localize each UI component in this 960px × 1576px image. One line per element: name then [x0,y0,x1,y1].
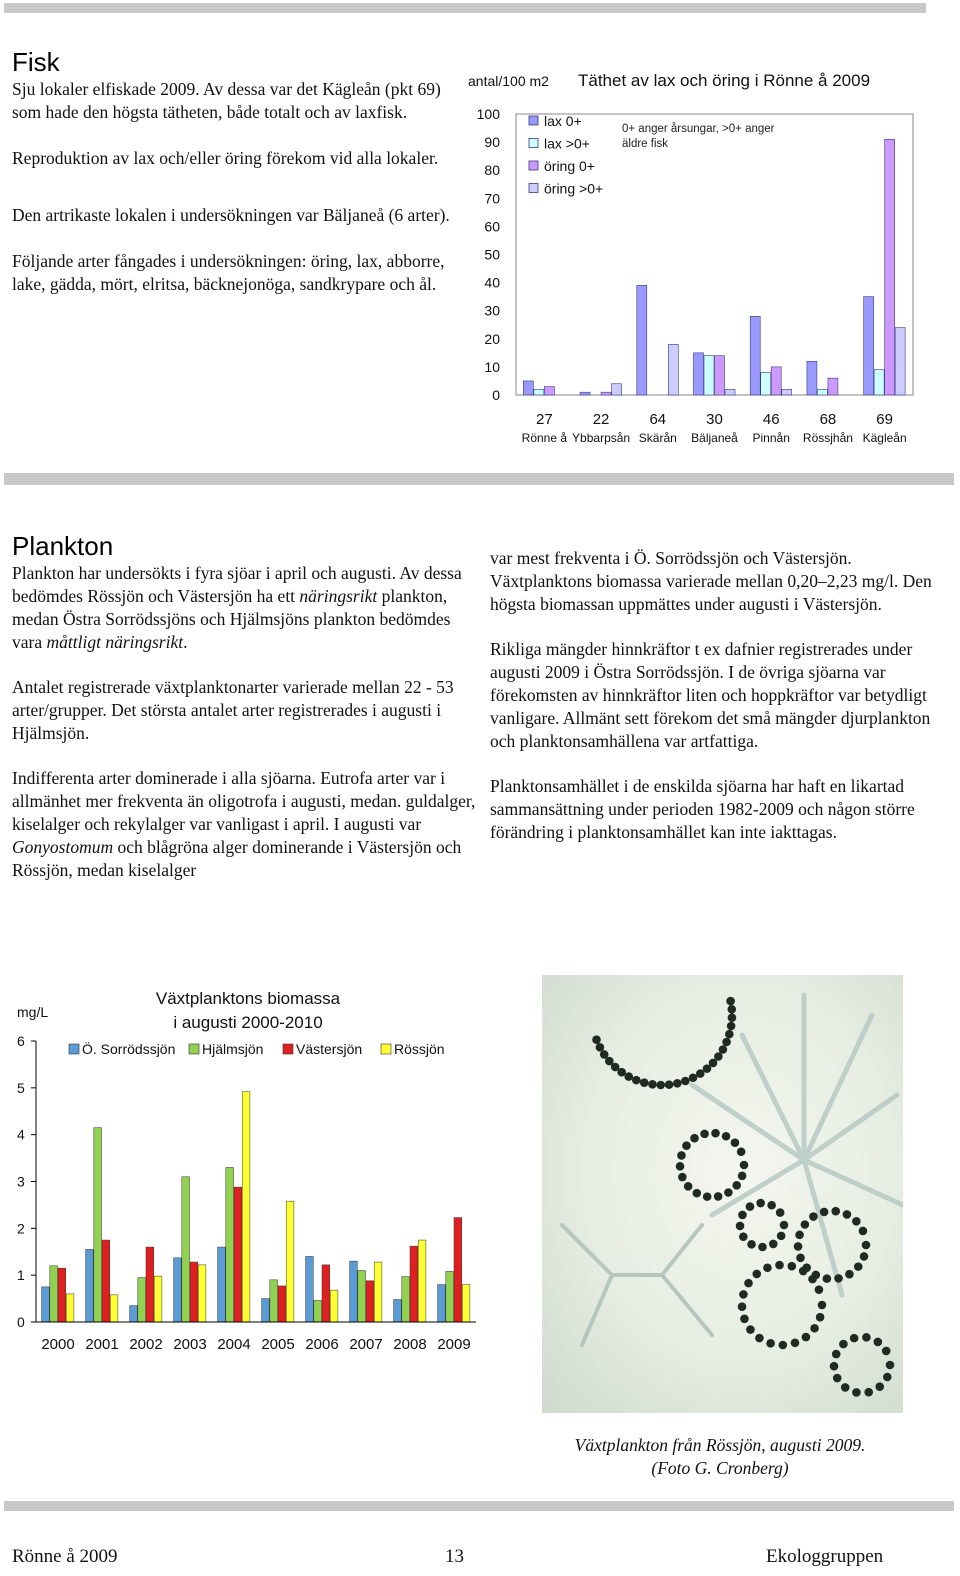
biomass-chart-bar [306,1256,314,1322]
biomass-chart-category-label: 2008 [393,1336,427,1353]
plankton-cell [752,1270,761,1279]
plankton-cell [802,1333,811,1342]
plankton-cell [737,1147,746,1156]
biomass-chart-bar [190,1262,198,1322]
biomass-chart-bar [418,1240,426,1322]
plankton-cell [862,1241,871,1250]
biomass-chart-ylabel: mg/L [17,1004,49,1020]
plankton-cell [682,1141,691,1150]
biomass-chart-bar [262,1299,270,1322]
plankton-cell [833,1374,842,1383]
fish-chart-ytick-label: 80 [484,162,500,179]
plankton-cell [724,1188,733,1197]
photo-caption [520,1434,920,1480]
fish-chart-ylabel: antal/100 m2 [468,73,549,89]
plankton-cell [834,1274,843,1283]
plankton-right-paragraph-2: Rikliga mängder hinnkräftor t ex dafnier registrerades under augusti 2009 i Östra Sorrödssjön. I de övriga sjöarna var förekomsten av hinnkräftor liten och hoppkräftor var betydligt vanligare. Allmänt sett förekom det små mängder djurplankton och planktonsamhällena var artfattiga. [490,639,931,751]
plankton-cell [740,1314,749,1323]
plankton-cell [725,1030,734,1039]
biomass-chart-bar [242,1092,250,1322]
biomass-chart-legend-label: Rössjön [394,1041,445,1057]
plankton-cell [677,1151,686,1160]
biomass-chart-bar [278,1286,286,1322]
plankton-cell [875,1382,884,1391]
fish-chart-legend-swatch [529,161,538,170]
plankton-cell [640,1078,649,1087]
fish-chart-legend-swatch [529,139,538,148]
biomass-chart-legend-label: Hjälmsjön [202,1041,264,1057]
fish-chart-legend-label: lax 0+ [544,113,582,129]
plankton-cell [780,1221,789,1230]
plankton-cell [776,1208,785,1217]
fish-chart-bar [637,285,647,395]
biomass-chart-category-label: 2001 [85,1336,119,1353]
biomass-chart-bar [438,1285,446,1322]
plankton-cell [732,1181,741,1190]
biomass-chart-bar [66,1294,74,1322]
fish-chart-ytick-label: 90 [484,134,500,151]
plankton-cell [859,1227,868,1236]
biomass-chart-bar [358,1270,366,1322]
fish-chart-bar [817,389,827,395]
fish-chart-legend-swatch [529,184,538,193]
plankton-cell [739,1290,748,1299]
fish-chart-bar [523,381,533,395]
fish-chart-ytick-label: 0 [492,387,500,403]
biomass-chart-legend-swatch [381,1044,391,1054]
italic-run: måttligt näringsrikt [46,632,184,652]
plankton-cell [796,1254,805,1263]
plankton-cell [632,1076,641,1085]
plankton-cell [794,1242,803,1251]
plankton-left-paragraph-3 [12,767,480,882]
biomass-chart-bar [154,1276,162,1322]
plankton-cell [714,1192,723,1201]
biomass-chart-ytick-label: 5 [17,1079,25,1096]
biomass-chart-bar [94,1128,102,1322]
plankton-right-column [490,547,954,844]
fish-chart-bar [807,361,817,395]
fish-chart-bar [704,356,714,395]
fish-chart-plot-area [516,114,913,395]
plankton-cell [839,1340,848,1349]
plankton-cell [673,1079,682,1088]
plankton-cell [860,1252,869,1261]
plankton-cell [862,1333,871,1342]
biomass-chart-legend-swatch [283,1044,293,1054]
biomass-chart-bar [174,1258,182,1322]
fish-chart-category-label: 69 [876,411,893,428]
photo-caption-line-2: (Foto G. Cronberg) [651,1458,789,1478]
biomass-chart-legend [69,1040,445,1057]
fisk-text [12,78,452,296]
biomass-chart-ytick-label: 6 [17,1033,25,1049]
fish-chart-category-name: Pinnån [752,431,790,445]
plankton-cell [665,1080,674,1089]
fish-chart-bar [725,389,735,395]
biomass-chart-title-line-1: Växtplanktons biomassa [155,989,341,1008]
text-run: Indifferenta arter dominerade i alla sjöarna. Eutrofa arter var i allmänhet mer frekventa än oligotrofa i augusti, medan. guldalger, kiselalger och rekylalger var vanligast i april. I augusti var [12,768,476,834]
section-divider [4,473,954,485]
fish-chart-legend-label: lax >0+ [544,135,590,152]
plankton-cell [727,1005,736,1014]
plankton-cell [700,1130,709,1139]
fish-chart-category-name: Bäljaneå [691,431,738,445]
plankton-cell [802,1263,811,1272]
text-run: plankton, medan Östra Sorrödssjöns och Hjälmsjöns plankton bedömdes vara [12,586,451,652]
plankton-cell [739,1232,748,1241]
fish-chart-title: Täthet av lax och öring i Rönne å 2009 [578,71,871,90]
plankton-cell [722,1132,731,1141]
biomass-chart-ytick-label: 4 [17,1126,25,1143]
plankton-cell [841,1383,850,1392]
plankton-cell [852,1217,861,1226]
fish-chart-category-label: 68 [819,411,837,428]
plankton-cell [738,1302,747,1311]
plankton-cell [882,1347,891,1356]
biomass-chart-bar [146,1247,154,1322]
biomass-chart-bar [110,1295,118,1322]
fish-chart-category-label: 27 [536,411,553,428]
biomass-chart-bar [50,1266,58,1322]
plankton-cell [746,1202,755,1211]
fish-density-chart [460,62,930,457]
biomass-chart-category-label: 2009 [437,1336,471,1353]
biomass-chart-bar [322,1265,330,1322]
plankton-cell [775,1261,784,1270]
plankton-cell [656,1081,665,1090]
plankton-cell [731,1138,740,1147]
plankton-cell [815,1285,824,1294]
plankton-cell [843,1210,852,1219]
biomass-chart-bar [226,1167,234,1322]
fish-chart-ytick-label: 20 [484,330,500,347]
footer-rule [4,1501,954,1511]
biomass-chart-ytick-label: 1 [17,1267,25,1284]
plankton-cell [676,1162,685,1171]
biomass-chart [0,980,500,1365]
fish-chart-legend-label: öring 0+ [544,158,595,174]
text-run: . [183,632,188,652]
biomass-chart-category-label: 2000 [41,1336,75,1353]
plankton-cell [684,1182,693,1191]
fish-chart-bar [534,389,544,395]
fish-chart-category-name: Rönne å [521,431,568,445]
plankton-cell [852,1388,861,1397]
biomass-chart-bar [366,1281,374,1322]
fisk-paragraph-1: Sju lokaler elfiskade 2009. Av dessa var det Kägleån (pkt 69) som hade den högsta tätheten, både totalt och av laxfisk. [12,79,441,122]
plankton-cell [758,1243,767,1252]
plankton-cell [678,1173,687,1182]
footer-left: Rönne å 2009 [12,1546,118,1567]
fish-chart-bar [761,373,771,395]
fish-chart-bar [895,328,905,395]
plankton-cell [845,1270,854,1279]
footer-right: Ekologgruppen [766,1546,884,1567]
fish-chart-ytick-label: 10 [484,358,500,375]
biomass-chart-bar [270,1280,278,1322]
plankton-cell [830,1362,839,1371]
fisk-paragraph-2: Reproduktion av lax och/eller öring förekom vid alla lokaler. [12,148,439,168]
fish-chart-ytick-label: 50 [484,246,500,263]
biomass-chart-category-label: 2006 [305,1336,339,1353]
plankton-cell [692,1189,701,1198]
fish-chart-bar [544,387,554,395]
plankton-cell [823,1274,832,1283]
footer-page-number: 13 [445,1546,464,1567]
biomass-chart-legend-label: Västersjön [296,1041,363,1057]
fish-chart-category-label: 22 [592,411,610,428]
biomass-chart-bar [102,1240,110,1322]
biomass-chart-legend-label: Ö. Sorrödssjön [82,1041,176,1057]
biomass-chart-bar [394,1300,402,1322]
biomass-chart-legend-swatch [69,1044,79,1054]
plankton-cell [816,1313,825,1322]
plankton-cell [809,1212,818,1221]
plankton-cell [728,1013,737,1022]
fish-chart-ytick-label: 60 [484,218,500,235]
plankton-cell [596,1043,605,1052]
plankton-right-paragraph-1: var mest frekventa i Ö. Sorrödssjön och Västersjön. Växtplanktons biomassa varierade mellan 0,20–2,23 mg/l. Den högsta biomassan uppmättes under augusti i Västersjön. [490,548,932,614]
biomass-chart-category-label: 2005 [261,1336,295,1353]
biomass-chart-bar [314,1300,322,1322]
biomass-chart-bar [410,1246,418,1322]
plankton-cell [769,1240,778,1249]
fisk-paragraph-3: Den artrikaste lokalen i undersökningen var Bäljaneå (6 arter). [12,205,450,225]
fish-chart-bar [601,392,611,395]
top-rule [4,3,926,13]
biomass-chart-bar [462,1285,470,1322]
fish-chart-ytick-label: 70 [484,190,500,207]
fish-chart-category-name: Skärån [638,431,677,445]
fish-chart-ytick-label: 30 [484,302,500,319]
biomass-chart-bar [446,1271,454,1322]
fish-chart-legend-label: öring >0+ [544,180,604,197]
fish-chart-category-label: 46 [762,411,780,428]
plankton-cell [864,1388,873,1397]
biomass-chart-bar [330,1290,338,1322]
plankton-cell [738,1211,747,1220]
plankton-cell [766,1339,775,1348]
text-run: Plankton har undersökts i fyra sjöar i april och augusti. Av dessa bedömdes Rössjön och Västersjön ha ett [12,563,462,606]
fish-chart-bar [694,353,704,395]
fish-chart-bar [715,356,725,395]
fish-chart-ytick-label: 100 [476,106,500,122]
fish-chart-category-label: 64 [649,411,667,428]
plankton-cell [689,1073,698,1082]
biomass-chart-bar [86,1249,94,1322]
plankton-cell [850,1334,859,1343]
biomass-chart-bar [198,1265,206,1322]
fish-chart-legend [529,113,603,197]
fish-chart-legend-swatch [529,116,538,125]
italic-run: näringsrikt [299,586,378,606]
plankton-cell [746,1325,755,1334]
plankton-cell [854,1262,863,1271]
fish-chart-ytick-label: 40 [484,274,500,291]
biomass-chart-ytick-label: 3 [17,1173,25,1190]
plankton-cell [818,1301,827,1310]
plankton-cell [755,1334,764,1343]
plankton-cell [747,1240,756,1249]
plankton-cell [763,1263,772,1272]
fish-chart-bar [580,392,590,395]
biomass-chart-bar [42,1287,50,1322]
fish-chart-bar [828,378,838,395]
plankton-photo-illustration [542,975,903,1413]
plankton-cell [810,1324,819,1333]
fish-chart-bar [782,389,792,395]
plankton-cell [600,1050,609,1059]
biomass-chart-bar [286,1201,294,1322]
plankton-cell [681,1077,690,1086]
biomass-chart-category-label: 2007 [349,1336,383,1353]
fish-chart-category-name: Rössjhån [802,431,853,445]
biomass-chart-bar [402,1277,410,1322]
fisk-heading: Fisk [12,47,60,77]
biomass-chart-ytick-label: 2 [17,1220,25,1237]
plankton-cell [727,1022,736,1031]
fish-chart-bar [874,370,884,395]
plankton-photo [542,975,903,1413]
fisk-paragraph-4: Följande arter fångades i undersökningen: öring, lax, abborre, lake, gädda, mört, elritsa, bäcknejonöga, sandkrypare och ål. [12,251,445,294]
plankton-cell [690,1134,699,1143]
biomass-chart-bar [454,1218,462,1322]
plankton-cell [744,1279,753,1288]
plankton-cell [592,1035,601,1044]
plankton-cell [874,1338,883,1347]
plankton-left-paragraph-1 [12,562,480,654]
plankton-cell [832,1350,841,1359]
biomass-chart-bar [350,1261,358,1322]
fish-chart-bar [750,316,760,395]
fish-chart-category-label: 30 [706,411,723,428]
photo-caption-line-1: Växtplankton från Rössjön, augusti 2009. [574,1435,866,1455]
biomass-chart-bar [58,1268,66,1322]
biomass-chart-category-label: 2002 [129,1336,163,1353]
plankton-cell [756,1199,765,1208]
plankton-cell [767,1201,776,1210]
plankton-cell [831,1207,840,1216]
plankton-cell [703,1192,712,1201]
biomass-chart-bar [374,1262,382,1322]
biomass-chart-bar [138,1278,146,1322]
plankton-cell [738,1172,747,1181]
plankton-cell [624,1072,633,1081]
biomass-chart-category-label: 2004 [217,1336,251,1353]
fish-chart-bar [612,384,622,395]
plankton-cell [791,1339,800,1348]
fish-chart-note: 0+ anger årsungar, >0+ anger äldre fisk [622,123,775,150]
fish-chart-category-name: Ybbarpsån [572,431,631,445]
biomass-chart-legend-swatch [189,1044,199,1054]
plankton-cell [711,1129,720,1138]
biomass-chart-bar [182,1177,190,1322]
plankton-cell [740,1161,749,1170]
plankton-cell [696,1069,705,1078]
plankton-cell [722,1038,731,1047]
plankton-cell [812,1271,821,1280]
plankton-cell [883,1373,892,1382]
italic-run: Gonyostomum [12,837,114,857]
plankton-cell [779,1341,788,1350]
biomass-chart-bar [234,1187,242,1322]
plankton-cell [726,997,735,1006]
plankton-cell [777,1232,786,1241]
plankton-right-paragraph-3: Planktonsamhället i de enskilda sjöarna har haft en likartad sammansättning under perioden 1982-2009 och någon större förändring i planktonsamhället kan inte iakttagas. [490,776,915,842]
biomass-chart-category-label: 2003 [173,1336,207,1353]
plankton-heading: Plankton [12,531,114,561]
biomass-chart-ytick-label: 0 [17,1314,25,1330]
biomass-chart-bar [218,1247,226,1322]
plankton-cell [886,1361,895,1370]
biomass-chart-bar [130,1306,138,1322]
fish-chart-category-name: Kägleån [862,431,907,445]
plankton-left-column [12,562,480,882]
plankton-cell [820,1208,829,1217]
fish-chart-bar [771,367,781,395]
fish-chart-bar [885,139,895,395]
fish-chart-bar [668,344,678,395]
plankton-cell [788,1262,797,1271]
plankton-cell [648,1080,657,1089]
biomass-chart-title-line-2: i augusti 2000-2010 [173,1013,323,1032]
plankton-cell [736,1222,745,1231]
plankton-cell [801,1220,810,1229]
plankton-left-paragraph-2: Antalet registrerade växtplanktonarter varierade mellan 22 - 53 arter/grupper. Det största antalet arter registrerades i augusti i Hjälmsjön. [12,677,454,743]
fish-chart-bar [864,297,874,395]
text-run: och blågröna alger dominerande i Västersjön och Rössjön, medan kiselalger [12,837,462,880]
plankton-cell [795,1231,804,1240]
